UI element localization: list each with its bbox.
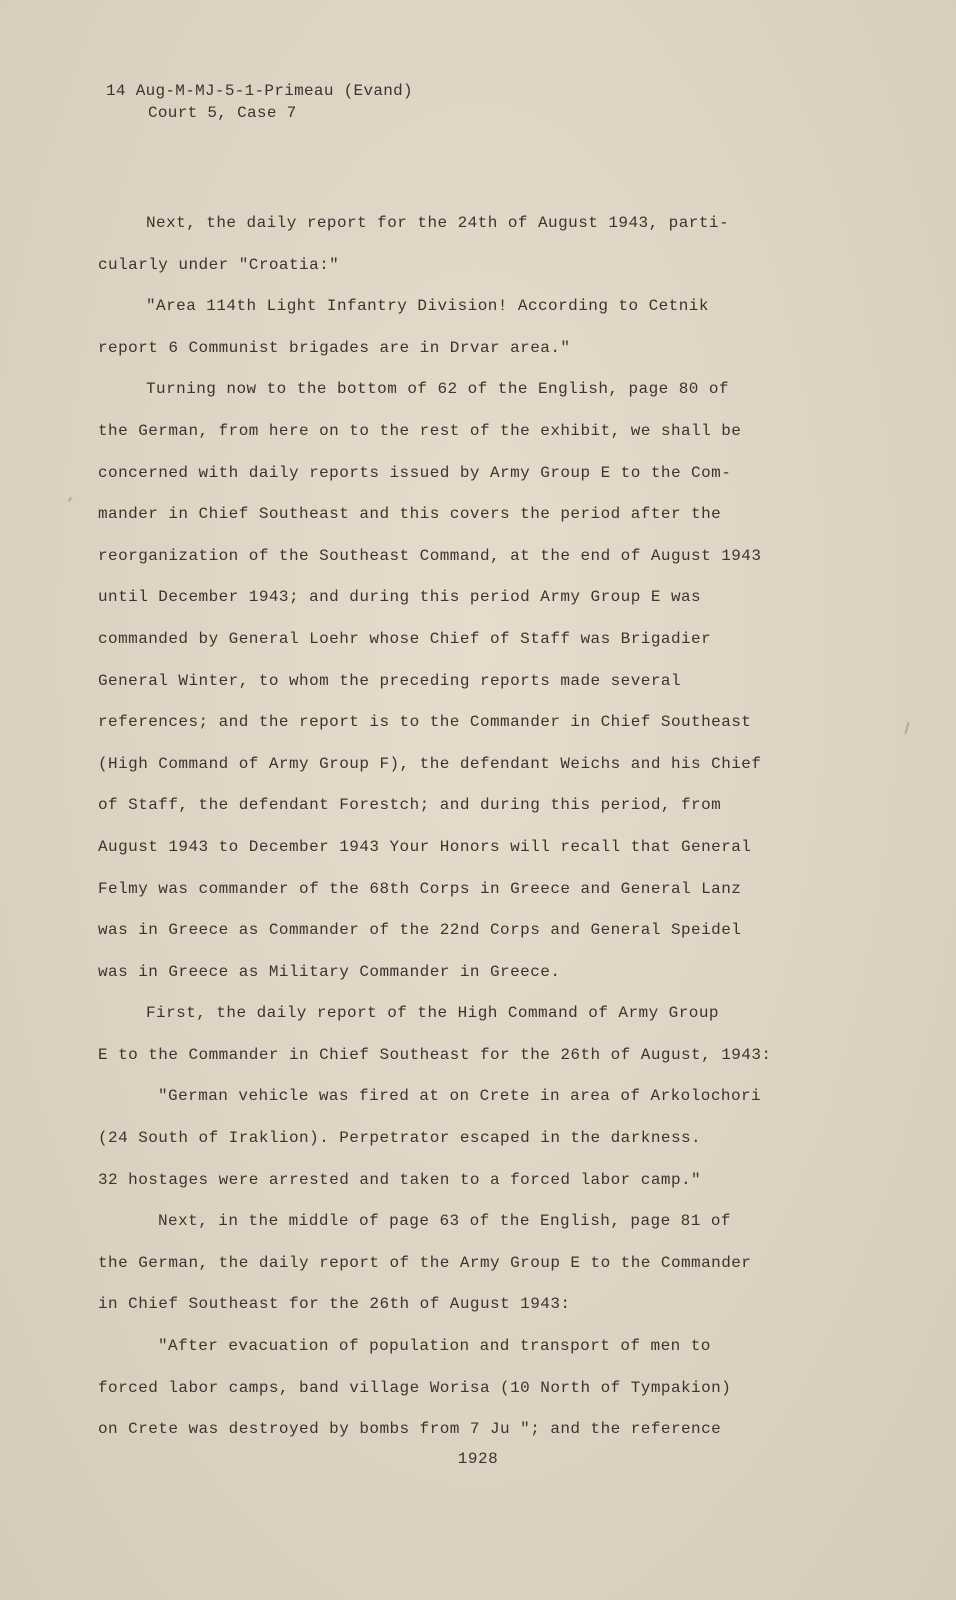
text-line: E to the Commander in Chief Southeast for the 26th of August, 1943:: [98, 1045, 772, 1064]
text-line: references; and the report is to the Commander in Chief Southeast: [98, 713, 752, 732]
text-line: (24 South of Iraklion). Perpetrator escaped in the darkness.: [98, 1129, 702, 1148]
text-line: cularly under "Croatia:": [98, 255, 340, 274]
text-line: was in Greece as Military Commander in Greece.: [98, 962, 561, 981]
text-line: the German, the daily report of the Army Group E to the Commander: [98, 1253, 752, 1272]
text-line: Next, the daily report for the 24th of August 1943, parti-: [146, 214, 729, 232]
text-line: Turning now to the bottom of 62 of the English, page 80 of: [146, 380, 729, 399]
text-line: First, the daily report of the High Command of Army Group: [146, 1004, 719, 1023]
text-line: forced labor camps, band village Worisa (10 North of Tympakion): [98, 1378, 732, 1397]
text-line: Felmy was commander of the 68th Corps in Greece and General Lanz: [98, 879, 742, 898]
margin-mark: [68, 497, 72, 502]
text-line: "Area 114th Light Infantry Division! According to Cetnik: [146, 297, 709, 316]
text-line: mander in Chief Southeast and this covers the period after the: [98, 505, 722, 524]
text-line: was in Greece as Commander of the 22nd Corps and General Speidel: [98, 921, 742, 940]
text-line: in Chief Southeast for the 26th of August 1943:: [98, 1295, 571, 1314]
text-line: August 1943 to December 1943 Your Honors will recall that General: [98, 837, 752, 856]
text-line: concerned with daily reports issued by Army Group E to the Com-: [98, 463, 732, 482]
text-line: commanded by General Loehr whose Chief of Staff was Brigadier: [98, 629, 712, 648]
document-header: [106, 80, 413, 124]
text-line: "After evacuation of population and transport of men to: [158, 1337, 711, 1356]
header-file-reference: 14 Aug-M-MJ-5-1-Primeau (Evand): [106, 82, 413, 100]
text-line: of Staff, the defendant Forestch; and during this period, from: [98, 796, 722, 815]
text-line: report 6 Communist brigades are in Drvar area.": [98, 338, 571, 357]
text-line: reorganization of the Southeast Command, at the end of August 1943: [98, 546, 762, 565]
header-court-case: Court 5, Case 7: [148, 104, 297, 122]
page-number: 1928: [457, 1450, 499, 1468]
margin-mark: [904, 722, 909, 734]
text-line: Next, in the middle of page 63 of the English, page 81 of: [158, 1212, 731, 1231]
document-body: [98, 203, 798, 1451]
text-line: on Crete was destroyed by bombs from 7 Ju "; and the reference: [98, 1420, 722, 1439]
text-line: General Winter, to whom the preceding reports made several: [98, 671, 681, 690]
text-line: 32 hostages were arrested and taken to a forced labor camp.": [98, 1170, 702, 1189]
text-line: until December 1943; and during this period Army Group E was: [98, 588, 702, 607]
text-line: "German vehicle was fired at on Crete in area of Arkolochori: [158, 1087, 762, 1106]
text-line: the German, from here on to the rest of the exhibit, we shall be: [98, 421, 742, 440]
text-line: (High Command of Army Group F), the defendant Weichs and his Chief: [98, 754, 762, 773]
